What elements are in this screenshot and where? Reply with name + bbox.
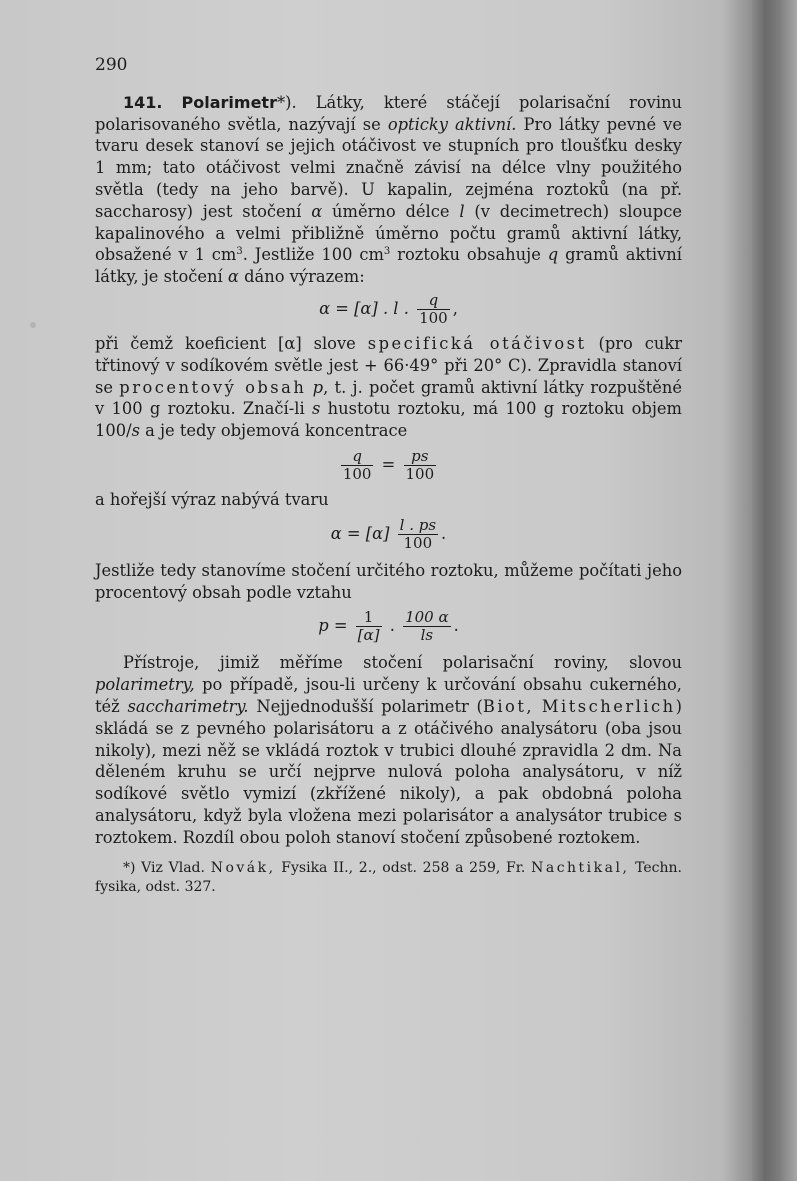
fraction-denominator: 100 (405, 464, 435, 483)
spaced-term: specifická otáčivost (367, 333, 587, 353)
formula-punctuation: . (441, 523, 447, 543)
fraction (417, 292, 450, 327)
superscript: 3 (236, 246, 243, 258)
emphasis-polarimetry: polarimetry, (95, 675, 195, 695)
formula-lhs: α = [α] . l . (319, 298, 409, 318)
formula-punctuation: , (452, 298, 458, 318)
math-variable: l (459, 201, 465, 221)
fraction-denominator: [α] (357, 626, 380, 645)
author-name: Novák, (210, 859, 276, 876)
paragraph-compute-percent: Jestliže tedy stanovíme stočení určitého roztoku, můžeme počítati jeho procentový obsah podle vztahu (95, 560, 682, 602)
book-gutter (752, 0, 797, 1181)
spaced-term: procentový obsah (119, 377, 307, 397)
fraction-denominator: 100 (342, 464, 372, 483)
formula-concentration (95, 448, 682, 483)
fraction-numerator: q (428, 290, 439, 309)
text-run: hustotu roztoku, má 100 g roztoku objem 100/ (95, 399, 682, 441)
paragraph-specific-rotation (95, 333, 682, 442)
section-number: 141. (123, 92, 163, 112)
text-run: gramů aktivní látky, je stočení (95, 245, 682, 287)
math-variable: q (547, 245, 559, 265)
text-run: ) skládá se z pevného polarisátoru a z otáčivého analysátoru (oba jsou nikoly), mezi něž se vkládá roztok v trubici dlouhé zpravidla 2 dm. Na děleném kruhu se určí nejprve nulová poloha analysátoru, v níž sodíkové světlo vymizí (zkřížené nikoly), a pak obdobná poloha analysátoru, když byla vložena mezi polarisátor a analysátor trubice s roztokem. Rozdíl obou poloh stanoví stočení způsobené roztokem. (95, 696, 682, 847)
text-run: (pro cukr třtinový v sodíkovém světle jest + 66·49° při 20° C). Zpravidla stanoví se (95, 333, 682, 397)
fraction-numerator: ps (411, 446, 429, 465)
fraction-denominator: ls (403, 626, 451, 644)
page-number: 290 (95, 55, 128, 75)
text-run: dáno výrazem: (244, 267, 365, 287)
text-run: a je tedy objemová koncentrace (145, 421, 408, 441)
equals-sign: = (381, 454, 396, 474)
author-name: Nachtikal, (531, 859, 630, 876)
fraction (398, 517, 438, 552)
paragraph-transition: a hořejší výraz nabývá tvaru (95, 489, 329, 509)
text-run: úměrno délce (332, 201, 450, 221)
text-run: . Jestliže 100 cm (242, 245, 384, 265)
fraction-numerator: q (352, 446, 362, 465)
text-run: roztoku obsahuje (397, 245, 541, 265)
text-run: , t. j. počet gramů aktivní látky rozpuštěné v 100 g roztoku. Značí-li (95, 377, 682, 419)
emphasis-saccharimetry: saccharimetry. (127, 696, 249, 716)
multiplication-dot: . (389, 616, 395, 636)
text-run: (v decimetrech) sloupce kapalinového a velmi přibližně úměrno počtu gramů aktivní látky, obsažené v 1 cm (95, 201, 682, 265)
footnote-mark: *). (276, 92, 297, 112)
paragraph-instruments (95, 652, 682, 848)
fraction-numerator: 1 (363, 608, 374, 627)
text-run: při čemž koeficient [α] slove (95, 333, 356, 353)
formula-punctuation: . (453, 616, 459, 636)
fraction-denominator: 100 (419, 308, 448, 327)
text-run: Nejjednodušší polarimetr ( (256, 696, 483, 716)
formula-lhs: α = [α] (330, 523, 390, 543)
footnote (95, 859, 682, 897)
fraction (403, 609, 451, 644)
math-variable: α (311, 201, 323, 221)
emphasis-optically-active: opticky aktivní. (387, 114, 517, 134)
paragraph-polarimetr-intro (95, 92, 682, 288)
text-run: Fysika II., 2., odst. 258 a 259, Fr. (281, 859, 526, 876)
text-run: Pro látky pevné ve tvaru desek stanoví se jejich otáčivost ve stupních pro tloušťku desky 1 mm; tato otáčivost velmi značně závisí na délce vlny použitého světla (tedy na jeho barvě). U kapalin, zejména roztoků (na př. saccharosy) jest stočení (95, 114, 682, 221)
section-title: Polarimetr (181, 92, 277, 112)
text-run: *) Viz Vlad. (123, 859, 205, 876)
fraction-denominator: 100 (398, 534, 438, 552)
text-run: po případě, jsou-li určeny k určování obsahu cukerného, též (95, 675, 682, 716)
text-run: Látky, které stáčejí polarisační rovinu polarisovaného světla, nazývají se (95, 92, 682, 134)
author-name: Biot, (482, 696, 535, 716)
math-variable: α (227, 267, 239, 287)
formula-rotation-percent (95, 517, 682, 552)
superscript: 3 (383, 246, 391, 258)
page-text (95, 55, 682, 897)
fraction (356, 609, 382, 644)
footnote-text (95, 859, 682, 897)
author-name: Mitscherlich (541, 696, 676, 716)
fraction (341, 448, 374, 483)
formula-lhs: p = (318, 616, 348, 636)
formula-rotation (95, 292, 682, 327)
fraction (404, 448, 437, 483)
math-variable: s (131, 421, 140, 441)
text-run: Přístroje, jimiž měříme stočení polarisační roviny, slovou (123, 653, 682, 673)
math-variable: s (311, 399, 321, 419)
print-speck (30, 322, 36, 328)
fraction-numerator: 100 α (405, 608, 449, 627)
text-run: Techn. fysika, odst. 327. (95, 859, 683, 895)
fraction-numerator: l . ps (399, 515, 437, 534)
formula-percent (95, 609, 682, 644)
math-variable: p (312, 377, 324, 397)
